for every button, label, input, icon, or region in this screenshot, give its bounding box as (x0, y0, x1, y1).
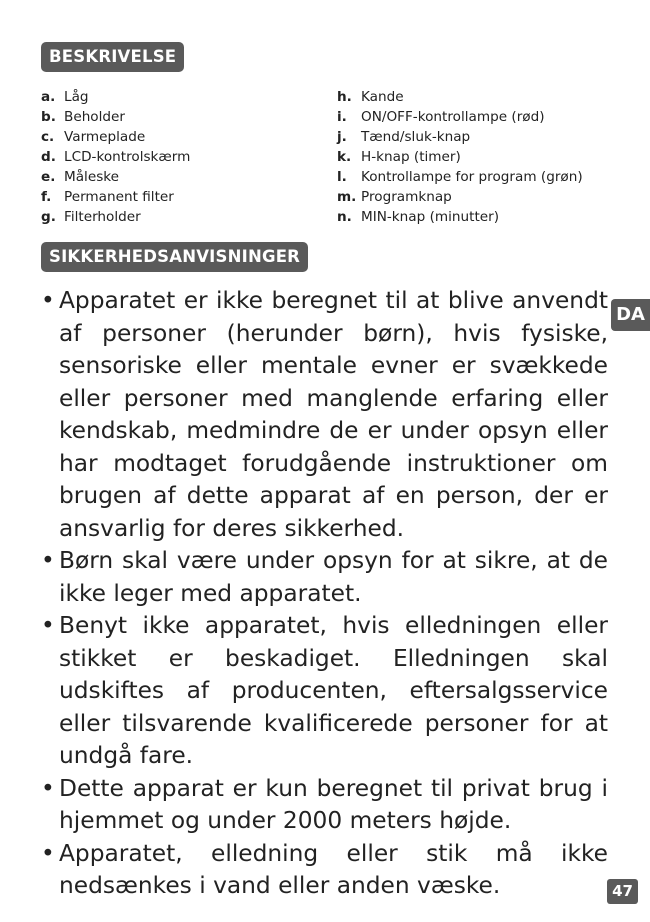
item-label: Filterholder (64, 209, 141, 225)
item-letter: i. (337, 109, 347, 125)
section-title-description: BESKRIVELSE (41, 42, 184, 72)
list-item (337, 87, 583, 107)
item-letter: m. (337, 189, 357, 205)
list-item (337, 107, 583, 127)
list-item (41, 187, 190, 207)
item-label: H-knap (timer) (361, 149, 461, 165)
warning-text: Apparatet er ikke beregnet til at blive anvendt af personer (herunder børn), hvis fysiske, sensoriske eller mentale evner er svækkede eller personer med manglende erfaring eller kendskab, medmindre de er under opsyn eller har modtaget forudgående instruktioner om brugen af dette apparat af en person, der er ansvarlig for deres sikkerhed. (59, 287, 608, 542)
item-letter: c. (41, 129, 55, 145)
warning-item (41, 610, 608, 773)
warning-text: Apparatet, elledning eller stik må ikke nedsænkes i vand eller anden væske. (59, 839, 608, 899)
item-label: Kontrollampe for program (grøn) (361, 169, 583, 185)
list-item (41, 207, 190, 227)
item-letter: b. (41, 109, 56, 125)
parts-list-right (337, 87, 583, 227)
list-item (337, 167, 583, 187)
item-letter: j. (337, 129, 347, 145)
bullet-icon: • (41, 612, 55, 639)
bullet-icon: • (41, 287, 55, 314)
list-item (337, 127, 583, 147)
item-label: Måleske (64, 169, 120, 185)
list-item (41, 167, 190, 187)
item-label: Tænd/sluk-knap (361, 129, 471, 145)
list-item (337, 147, 583, 167)
list-item (337, 187, 583, 207)
parts-list-left (41, 87, 190, 227)
bullet-icon: • (41, 547, 55, 574)
item-letter: n. (337, 209, 352, 225)
list-item (41, 127, 190, 147)
warning-item (41, 773, 608, 838)
item-label: Programknap (361, 189, 452, 205)
warning-text: Børn skal være under opsyn for at sikre, at de ikke leger med apparatet. (59, 547, 608, 607)
item-label: MIN-knap (minutter) (361, 209, 500, 225)
list-item (337, 207, 583, 227)
item-letter: d. (41, 149, 56, 165)
item-label: ON/OFF-kontrollampe (rød) (361, 109, 545, 125)
safety-warnings-list (41, 285, 608, 903)
item-letter: k. (337, 149, 352, 165)
warning-item (41, 285, 608, 545)
bullet-icon: • (41, 839, 55, 867)
page-number: 47 (607, 879, 638, 904)
list-item (41, 87, 190, 107)
warning-item (41, 838, 608, 903)
item-letter: l. (337, 169, 347, 185)
item-label: Permanent filter (64, 189, 174, 205)
item-label: Varmeplade (64, 129, 146, 145)
warning-item (41, 545, 608, 610)
section-title-safety: SIKKERHEDSANVISNINGER (41, 242, 308, 272)
bullet-icon: • (41, 774, 55, 802)
item-letter: e. (41, 169, 56, 185)
item-letter: g. (41, 209, 56, 225)
warning-text: Dette apparat er kun beregnet til privat brug i hjemmet og under 2000 meters højde. (59, 774, 608, 834)
item-letter: f. (41, 189, 52, 205)
item-label: Kande (361, 89, 404, 105)
warning-text: Benyt ikke apparatet, hvis elledningen eller stikket er beskadiget. Elledningen skal udskiftes af producenten, eftersalgsservice eller tilsvarende kvalificerede personer for at undgå fare. (59, 612, 608, 769)
item-label: Låg (64, 89, 89, 105)
list-item (41, 147, 190, 167)
item-label: LCD-kontrolskærm (64, 149, 191, 165)
item-letter: h. (337, 89, 352, 105)
item-label: Beholder (64, 109, 125, 125)
language-tab: DA (611, 299, 650, 331)
list-item (41, 107, 190, 127)
item-letter: a. (41, 89, 56, 105)
